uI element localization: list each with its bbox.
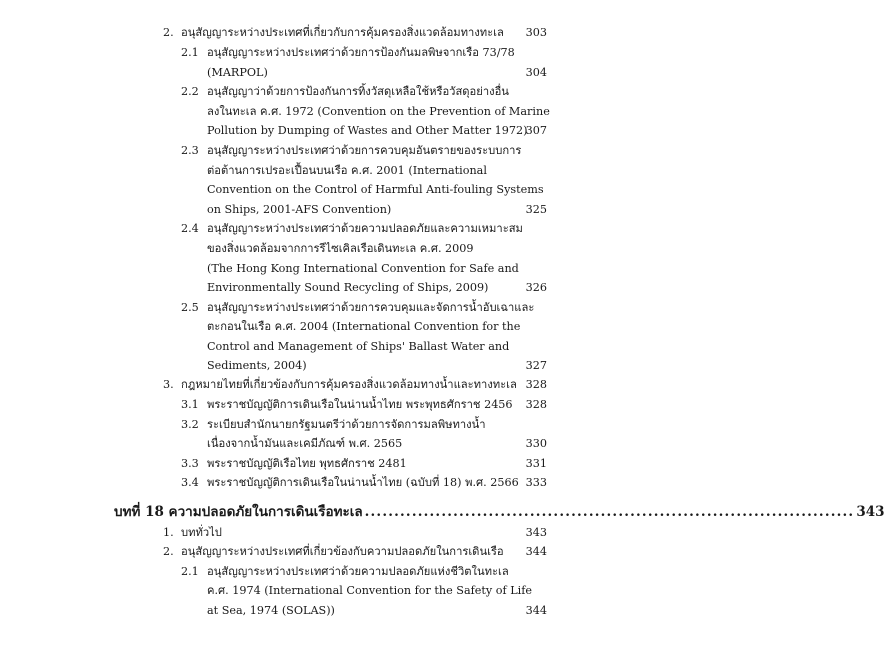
entry-page-number: 331 <box>525 457 547 470</box>
entry-number: 2.1 <box>181 565 199 578</box>
entry-text: Sediments, 2004) <box>207 359 307 372</box>
entry-page-number: 344 <box>525 604 547 617</box>
entry-text: บททั่วไป <box>181 526 222 539</box>
entry-text: พระราชบัญญัติเรือไทย พุทธศักราช 2481 <box>207 457 407 470</box>
entry-text: (MARPOL) <box>207 66 268 79</box>
entry-number: 2. <box>163 26 174 39</box>
entry-number: 3. <box>163 378 174 391</box>
entry-text: อนุสัญญาว่าด้วยการป้องกันการทิ้งวัสดุเหลือใช้หรือวัสดุอย่างอื่น <box>207 85 509 98</box>
entry-text: ค.ศ. 1974 (International Convention for the Safety of Life <box>207 584 532 597</box>
entry-text: Environmentally Sound Recycling of Ships, 2009) <box>207 281 489 294</box>
entry-number: 3.3 <box>181 457 199 470</box>
chapter-heading <box>114 501 885 521</box>
entry-page-number: 328 <box>525 398 547 411</box>
entry-number: 2.4 <box>181 222 199 235</box>
chapter-page-number: 343 <box>856 504 885 520</box>
entry-text: Pollution by Dumping of Wastes and Other Matter 1972) <box>207 124 528 137</box>
entry-number: 3.2 <box>181 418 199 431</box>
entry-page-number: 333 <box>525 476 547 489</box>
entry-text: on Ships, 2001-AFS Convention) <box>207 203 392 216</box>
entry-text: อนุสัญญาระหว่างประเทศที่เกี่ยวข้องกับความปลอดภัยในการเดินเรือ <box>181 545 504 558</box>
entry-text: Control and Management of Ships' Ballast Water and <box>207 340 510 353</box>
entry-number: 1. <box>163 526 174 539</box>
chapter-title: บทที่ 18 ความปลอดภัยในการเดินเรือทะเล <box>114 504 363 520</box>
entry-text: อนุสัญญาระหว่างประเทศว่าด้วยการควบคุมอันตรายของระบบการ <box>207 144 522 157</box>
entry-text: อนุสัญญาระหว่างประเทศที่เกี่ยวกับการคุ้มครองสิ่งแวดล้อมทางทะเล <box>181 26 504 39</box>
entry-text: ของสิ่งแวดล้อมจากการรีไซเคิลเรือเดินทะเล ค.ศ. 2009 <box>207 242 474 255</box>
entry-page-number: 325 <box>525 203 547 216</box>
entry-number: 2.5 <box>181 301 199 314</box>
entry-page-number: 326 <box>525 281 547 294</box>
entry-text: Convention on the Control of Harmful Anti-fouling Systems <box>207 183 544 196</box>
entry-number: 3.4 <box>181 476 199 489</box>
entry-text: ตะกอนในเรือ ค.ศ. 2004 (International Convention for the <box>207 320 521 333</box>
entry-page-number: 330 <box>525 437 547 450</box>
entry-number: 2.3 <box>181 144 199 157</box>
entry-text: พระราชบัญญัติการเดินเรือในน่านน้ำไทย พระพุทธศักราช 2456 <box>207 398 513 411</box>
entry-page-number: 343 <box>525 526 547 539</box>
entry-text: ระเบียบสำนักนายกรัฐมนตรีว่าด้วยการจัดการมลพิษทางน้ำ <box>207 418 486 431</box>
entry-text: พระราชบัญญัติการเดินเรือในน่านน้ำไทย (ฉบับที่ 18) พ.ศ. 2566 <box>207 476 519 489</box>
entry-page-number: 344 <box>525 545 547 558</box>
entry-text: at Sea, 1974 (SOLAS)) <box>207 604 335 617</box>
dot-leader: ................................................................................... <box>364 504 855 520</box>
entry-text: อนุสัญญาระหว่างประเทศว่าด้วยการควบคุมและจัดการน้ำอับเฉาและ <box>207 301 535 314</box>
entry-text: เนื่องจากน้ำมันและเคมีภัณฑ์ พ.ศ. 2565 <box>207 437 403 450</box>
entry-number: 2.1 <box>181 46 199 59</box>
entry-page-number: 303 <box>525 26 547 39</box>
entry-page-number: 327 <box>525 359 547 372</box>
entry-number: 3.1 <box>181 398 199 411</box>
entry-number: 2. <box>163 545 174 558</box>
entry-text: ต่อต้านการเปรอะเปื้อนบนเรือ ค.ศ. 2001 (International <box>207 164 487 177</box>
entry-number: 2.2 <box>181 85 199 98</box>
entry-page-number: 328 <box>525 378 547 391</box>
entry-text: อนุสัญญาระหว่างประเทศว่าด้วยการป้องกันมลพิษจากเรือ 73/78 <box>207 46 515 59</box>
entry-text: อนุสัญญาระหว่างประเทศว่าด้วยความปลอดภัยและความเหมาะสม <box>207 222 523 235</box>
entry-text: ลงในทะเล ค.ศ. 1972 (Convention on the Prevention of Marine <box>207 105 550 118</box>
entry-text: กฎหมายไทยที่เกี่ยวข้องกับการคุ้มครองสิ่งแวดล้อมทางน้ำและทางทะเล <box>181 378 517 391</box>
entry-page-number: 307 <box>525 124 547 137</box>
entry-page-number: 304 <box>525 66 547 79</box>
entry-text: (The Hong Kong International Convention for Safe and <box>207 262 519 275</box>
entry-text: อนุสัญญาระหว่างประเทศว่าด้วยความปลอดภัยแห่งชีวิตในทะเล <box>207 565 509 578</box>
